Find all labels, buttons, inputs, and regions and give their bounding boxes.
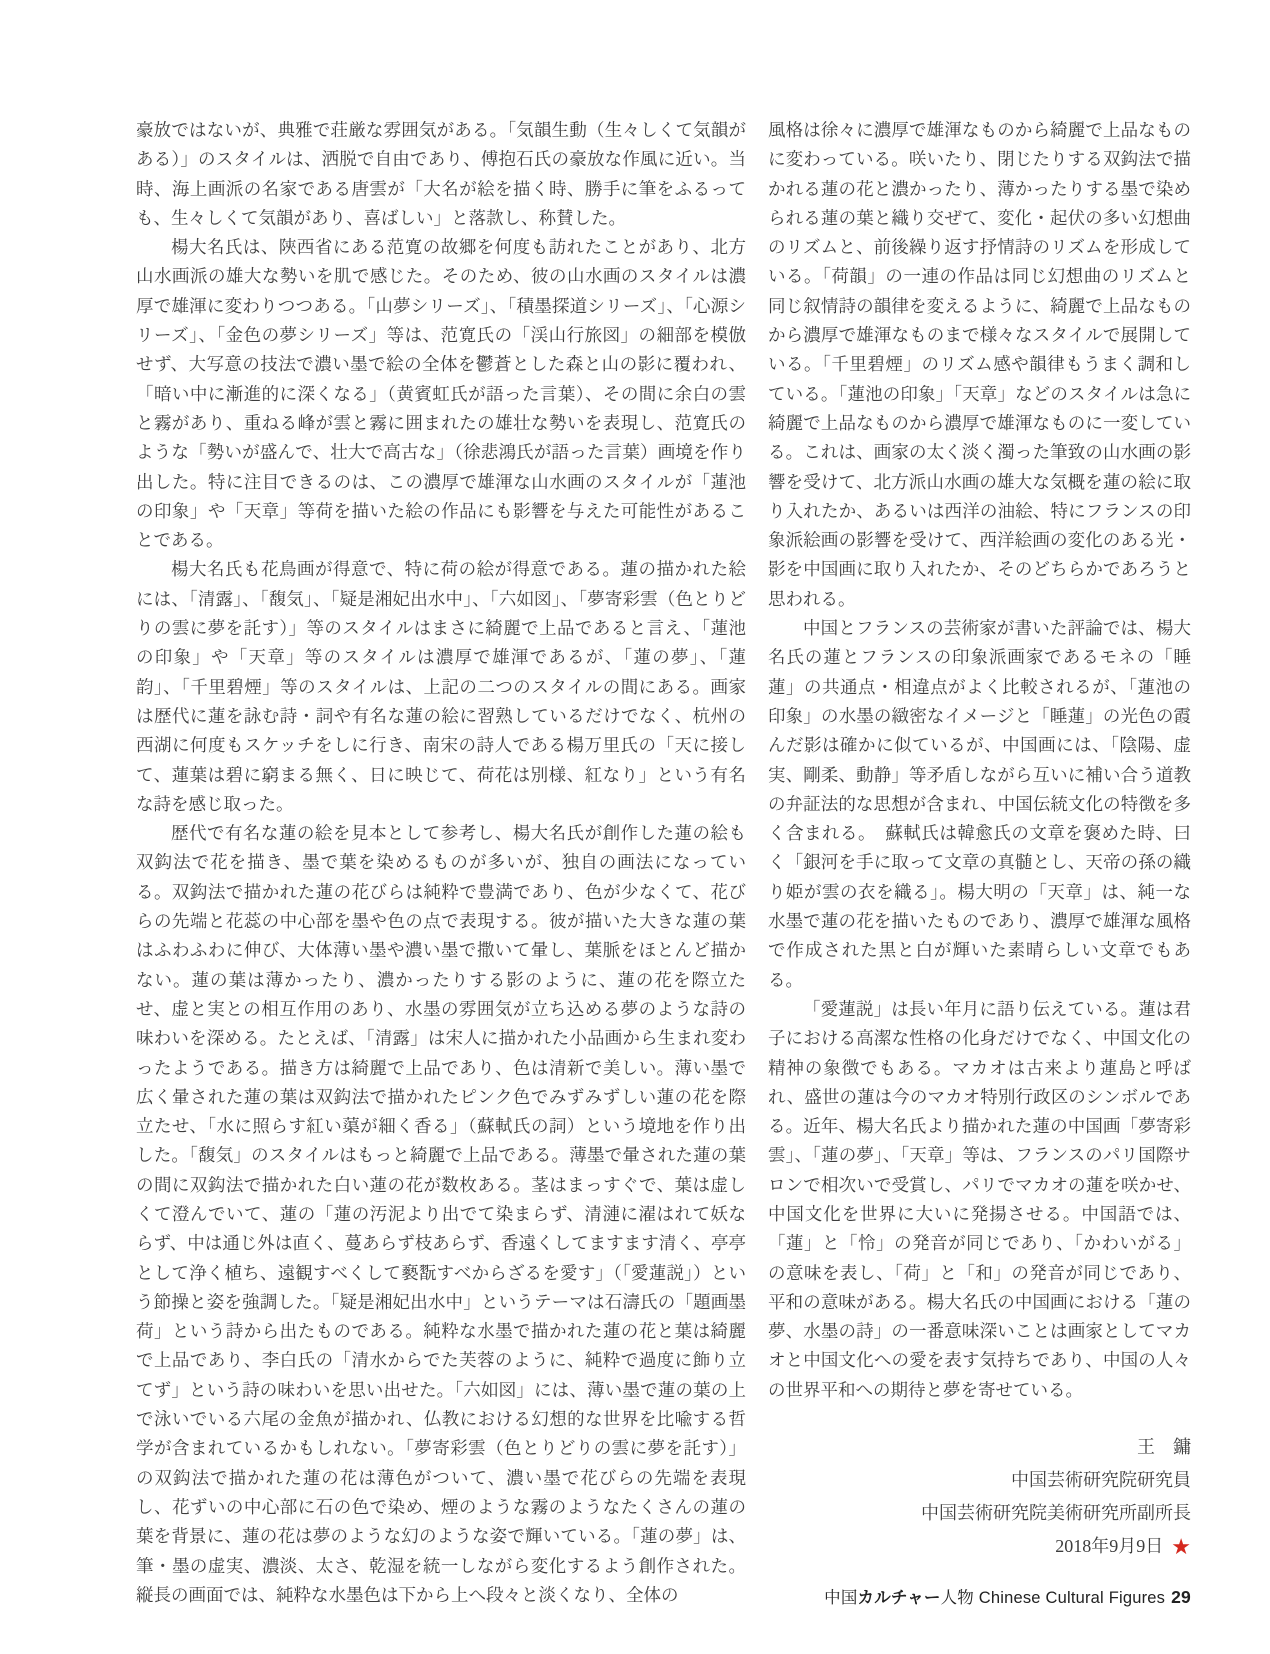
right-column (768, 116, 1191, 1563)
body-paragraph: 「愛蓮説」は長い年月に語り伝えている。蓮は君子における高潔な性格の化身だけでなく、中国文化の精神の象徴でもある。マカオは古来より蓮島と呼ばれ、盛世の蓮は今のマカオ特別行政区のシンボルである。近年、楊大名氏より描かれた蓮の中国画「夢寄彩雲」、「蓮の夢」、「天章」等は、フランスのパリ国際サロンで相次いで受賞し、パリでマカオの蓮を咲かせ、中国文化を世界に大いに発揚させる。中国語では、「蓮」と「怜」の発音が同じであり、「かわいがる」の意味を表し、「荷」と「和」の発音が同じであり、平和の意味がある。楊大名氏の中国画における「蓮の夢、水墨の詩」の一番意味深いことは画家としてマカオと中国文化への愛を表す気持ちであり、中国の人々の世界平和への期待と夢を寄せている。 (768, 998, 1191, 1400)
footer-journal-jp-suffix: 人物 (940, 1589, 974, 1607)
left-column (136, 116, 746, 1610)
footer-journal-jp-bold: カルチャー (857, 1589, 941, 1607)
footer-journal-en: Chinese Cultural Figures (973, 1589, 1166, 1607)
signature-block (768, 1431, 1191, 1563)
page-footer (0, 1584, 1191, 1608)
body-paragraph: 豪放ではないが、典雅で荘厳な雰囲気がある。「気韻生動（生々しくて気韻がある）」のスタイルは、洒脱で自由であり、傅抱石氏の豪放な作風に近い。当時、海上画派の名家である唐雲が「大名が絵を描く時、勝手に筆をふるっても、生々しくて気韻があり、喜ばしい」と落款し、称賛した。 (136, 120, 746, 228)
signature-date: 2018年9月9日 (1055, 1536, 1164, 1557)
body-paragraph: 風格は徐々に濃厚で雄渾なものから綺麗で上品なものに変わっている。咲いたり、閉じたりする双鈎法で描かれる蓮の花と濃かったり、薄かったりする墨で染められる蓮の葉と織り交ぜて、変化・起伏の多い幻想曲のリズムと、前後繰り返す抒情詩のリズムを形成している。「荷韻」の一連の作品は同じ幻想曲のリズムと同じ叙情詩の韻律を変えるように、綺麗で上品なものから濃厚で雄渾なものまで様々なスタイルで展開している。「千里碧煙」のリズム感や韻律もうまく調和している。「蓮池の印象」「天章」などのスタイルは急に綺麗で上品なものから濃厚で雄渾なものに一変している。これは、画家の太く淡く濁った筆致の山水画の影響を受けて、北方派山水画の雄大な気概を蓮の絵に取り入れたか、あるいは西洋の油絵、特にフランスの印象派絵画の影響を受けて、西洋絵画の変化のある光・影を中国画に取り入れたか、そのどちらかであろうと思われる。 (768, 120, 1191, 609)
page-number: 29 (1171, 1587, 1191, 1607)
signature-title-2: 中国芸術研究院美術研究所副所長 (921, 1503, 1191, 1524)
body-paragraph: 楊大名氏は、陝西省にある范寛の故郷を何度も訪れたことがあり、北方山水画派の雄大な勢いを肌で感じた。そのため、彼の山水画のスタイルは濃厚で雄渾に変わりつつある。「山夢シリーズ」、「積墨探道シリーズ」、「心源シリーズ」、「金色の夢シリーズ」等は、范寛氏の「渓山行旅図」の細部を模倣せず、大写意の技法で濃い墨で絵の全体を鬱蒼とした森と山の影に覆われ、「暗い中に漸進的に深くなる」（黄賓虹氏が語った言葉）、その間に余白の雲と霧があり、重ねる峰が雲と霧に囲まれたの雄壮な勢いを表現し、范寛氏のような「勢いが盛んで、壮大で高古な」（徐悲鴻氏が語った言葉）画境を作り出した。特に注目できるのは、この濃厚で雄渾な山水画のスタイルが「蓮池の印象」や「天章」等荷を描いた絵の作品にも影響を与えた可能性があることである。 (136, 237, 746, 551)
body-paragraph: 中国とフランスの芸術家が書いた評論では、楊大名氏の蓮とフランスの印象派画家であるモネの「睡蓮」の共通点・相違点がよく比較されるが、「蓮池の印象」の水墨の緻密なイメージと「睡蓮」の光色の霞んだ影は確かに似ているが、中国画には、「陰陽、虚実、剛柔、動静」等矛盾しながら互いに補い合う道教の弁証法的な思想が含まれ、中国伝統文化の特徴を多く含まれる。 蘇軾氏は韓愈氏の文章を褒めた時、曰く「銀河を手に取って文章の真髄とし、天帝の孫の織り姫が雲の衣を織る」。楊大明の「天章」は、純一な水墨で蓮の花を描いたものであり、濃厚で雄渾な風格で作成された黒と白が輝いた素晴らしい文章でもある。 (768, 618, 1191, 990)
signature-author: 王 鏞 (1137, 1437, 1191, 1458)
signature-title-1: 中国芸術研究院研究員 (1011, 1470, 1191, 1491)
footer-journal-jp-prefix: 中国 (824, 1589, 858, 1607)
signature-date-line (768, 1530, 1191, 1563)
red-star-icon: ★ (1171, 1535, 1191, 1561)
body-paragraph: 楊大名氏も花鳥画が得意で、特に荷の絵が得意である。蓮の描かれた絵には、「清露」、「馥気」、「疑是湘妃出水中」、「六如図」、「夢寄彩雲（色とりどりの雲に夢を託す）」等のスタイルはまさに綺麗で上品であると言え、「蓮池の印象」や「天章」等のスタイルは濃厚で雄渾であるが、「蓮の夢」、「蓮韵」、「千里碧煙」等のスタイルは、上記の二つのスタイルの間にある。画家は歴代に蓮を詠む詩・詞や有名な蓮の絵に習熟しているだけでなく、杭州の西湖に何度もスケッチをしに行き、南宋の詩人である楊万里氏の「天に接して、蓮葉は碧に窮まる無く、日に映じて、荷花は別様、紅なり」という有名な詩を感じ取った。 (136, 559, 746, 814)
body-paragraph: 歴代で有名な蓮の絵を見本として参考し、楊大名氏が創作した蓮の絵も双鈎法で花を描き、墨で葉を染めるものが多いが、独自の画法になっている。双鈎法で描かれた蓮の花びらは純粋で豊満であり、色が少なくて、花びらの先端と花蕊の中心部を墨や色の点で表現する。彼が描いた大きな蓮の葉はふわふわに伸び、大体薄い墨や濃い墨で撒いて暈し、葉脈をほとんど描かない。蓮の葉は薄かったり、濃かったりする影のように、蓮の花を際立たせ、虚と実との相互作用のあり、水墨の雰囲気が立ち込める夢のような詩の味わいを深める。たとえば、「清露」は宋人に描かれた小品画から生まれ変わったようである。描き方は綺麗で上品であり、色は清新で美しい。薄い墨で広く暈された蓮の葉は双鈎法で描かれたピンク色でみずみずしい蓮の花を際立たせ、「水に照らす紅い蕖が細く香る」（蘇軾氏の詞）という境地を作り出した。「馥気」のスタイルはもっと綺麗で上品である。薄墨で暈された蓮の葉の間に双鈎法で描かれた白い蓮の花が数枚ある。茎はまっすぐで、葉は虚しくて澄んでいて、蓮の「蓮の汚泥より出でて染まらず、清漣に濯はれて妖ならず、中は通じ外は直く、蔓あらず枝あらず、香遠くしてますます清く、亭亭として浄く植ち、遠観すべくして褻翫すべからざるを愛す」（「愛蓮説」）という節操と姿を強調した。「疑是湘妃出水中」というテーマは石濤氏の「題画墨荷」という詩から出たものである。純粋な水墨で描かれた蓮の花と葉は綺麗で上品であり、李白氏の「清水からでた芙蓉のように、純粋で過度に飾り立てず」という詩の味わいを思い出せた。「六如図」には、薄い墨で蓮の葉の上で泳いでいる六尾の金魚が描かれ、仏教における幻想的な世界を比喩する哲学が含まれているかもしれない。「夢寄彩雲（色とりどりの雲に夢を託す）」の双鈎法で描かれた蓮の花は薄色がついて、濃い墨で花びらの先端を表現し、花ずいの中心部に石の色で染め、煙のような霧のようなたくさんの蓮の葉を背景に、蓮の花は夢のような幻のような姿で輝いている。「蓮の夢」は、筆・墨の虚実、濃淡、太さ、乾湿を統一しながら変化するよう創作された。縦長の画面では、純粋な水墨色は下から上へ段々と淡くなり、全体の (136, 823, 746, 1605)
